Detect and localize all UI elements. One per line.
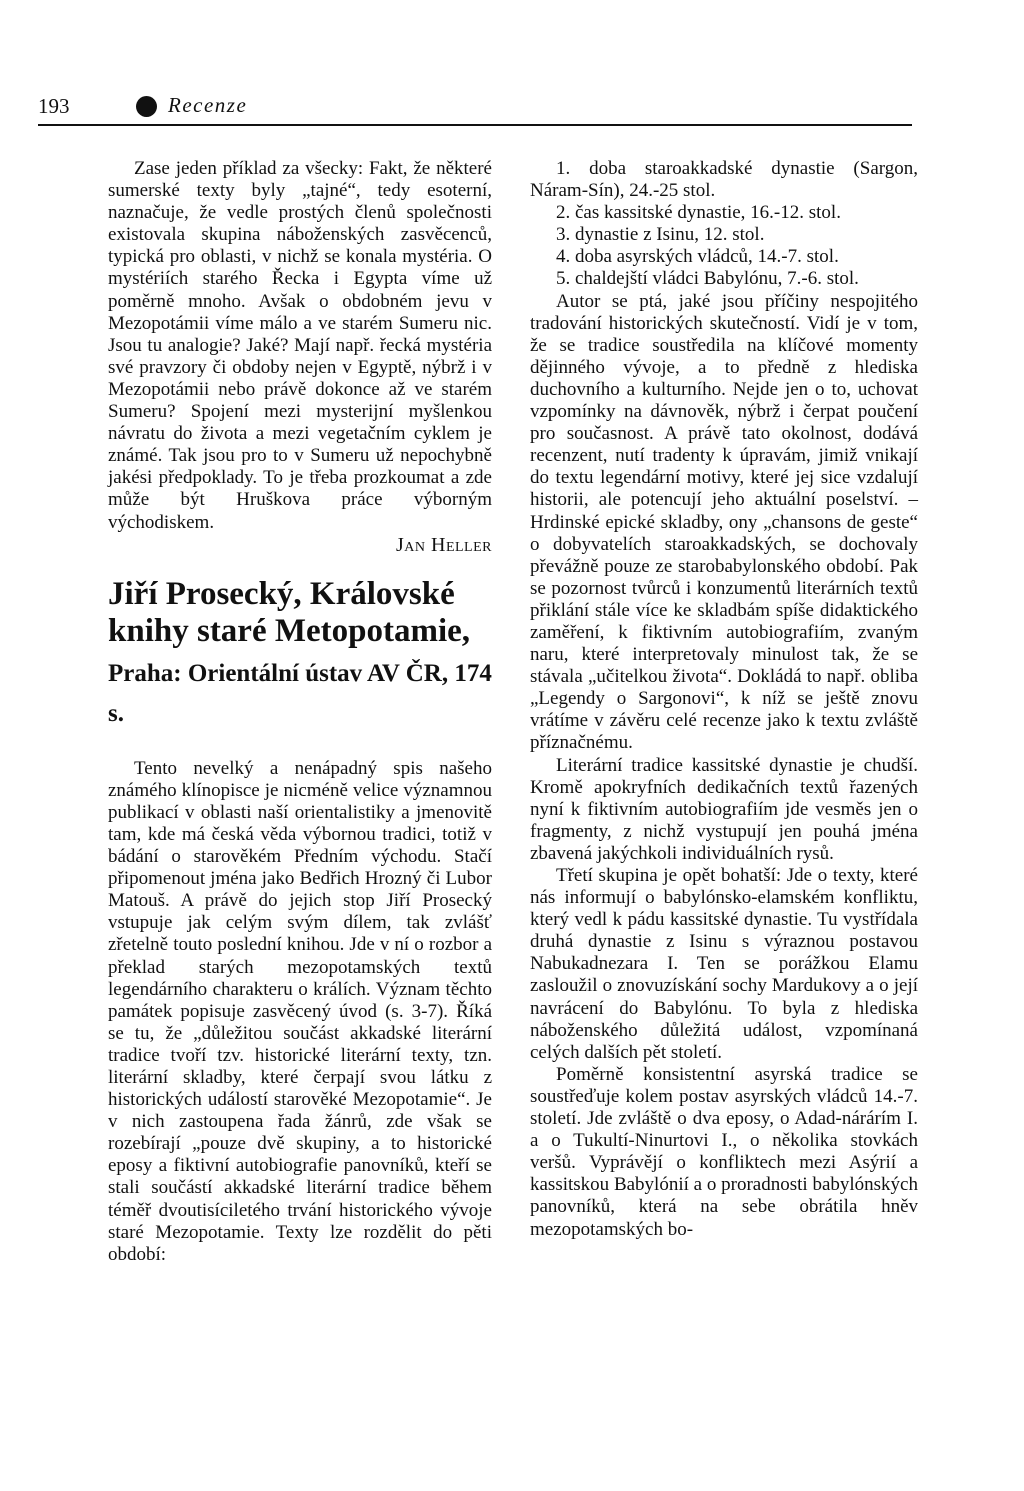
page-number: 193 bbox=[38, 94, 70, 118]
review-title: Jiří Prosecký, Královské knihy staré Metopotamie, bbox=[108, 575, 471, 649]
section-name: Recenze bbox=[168, 93, 248, 117]
era-item: 3. dynastie z Isinu, 12. stol. bbox=[556, 224, 765, 246]
paragraph-third-group: Třetí skupina je opět bohatší: Jde o texty, které nás informují o babylónsko-elamském konfliktu, který vedl k pádu kassitské dynastie. Tu vystřídala druhá dynastie z Isinu s výraznou postavou Nabukadnezara I. Ten se porážkou Elamu zasloužil o znovuzískání sochy Mardukovy a o její navrácení do Babylónu. To byla z hlediska náboženského důležitá událost, vzpomínaná celých dalších pět století. bbox=[530, 865, 918, 1063]
paragraph-kassite: Literární tradice kassitské dynastie je chudší. Kromě apokryfních dedikačních textů řazených nyní k fiktivním autobiografiím jde vesměs jen o fragmenty, z nichž vystupují jen pouhá jména zbavená jakýchkoli individuálních rysů. bbox=[530, 754, 918, 864]
era-item: 2. čas kassitské dynastie, 16.-12. stol. bbox=[556, 202, 841, 224]
page-header bbox=[38, 90, 912, 126]
era-list bbox=[530, 158, 918, 291]
right-column bbox=[530, 158, 918, 1241]
author-signature: Jan Heller bbox=[396, 533, 492, 556]
bullet-dot-icon bbox=[136, 96, 157, 117]
era-item: 4. doba asyrských vládců, 14.-7. stol. bbox=[556, 246, 839, 268]
left-column bbox=[108, 158, 492, 1266]
era-item: 5. chaldejští vládci Babylónu, 7.-6. stol. bbox=[556, 268, 859, 290]
review-publisher: Praha: Orientální ústav AV ČR, 174 s. bbox=[108, 659, 492, 727]
header-rule bbox=[38, 124, 912, 126]
paragraph-assyrian: Poměrně konsistentní asyrská tradice se soustřeďuje kolem postav asyrských vládců 14.-7. století. Jde zvláště o dva eposy, o Adad-nárárím I. a o Tukultí-Ninurtovi I., o několika stovkách veršů. Vyprávějí o konfliktech mezi Asýrií a kassitskou Babylónií a o proradnosti babylónských panovníků, která na sebe obrátila hněv mezopotamských bo- bbox=[530, 1063, 918, 1240]
body-paragraph: Tento nevelký a nenápadný spis našeho známého klínopisce je nicméně velice významnou publikací v oblasti naší orientalistiky a jmenovitě tam, kde má česká věda výbornou tradici, totiž v bádání o starověkém Předním východu. Stačí připomenout jména jako Bedřich Hrozný či Lubor Matouš. A právě do jejich stop Jiří Prosecký vstupuje jak celým svým dílem, tak zvlášť zřetelně touto poslední knihou. Jde v ní o rozbor a překlad starých mezopotamských textů legendárního charakteru o králích. Význam těchto památek popisuje zasvěcený úvod (s. 3-7). Říká se tu, že „důležitou součást akkadské literární tradice tvoří tzv. historické literární texty, tzn. literární skladby, které čerpají svou látku z historických událostí starověké Mezopotamie“. Je v nich zastoupena řada žánrů, zde však se rozebírají „pouze dvě skupiny, a to historické eposy a fiktivní autobiografie panovníků, kteří se stali součástí akkadské literární tradice během téměř dvoutisíciletého trvání historického vývoje staré Mezopotamie. Texty lze rozdělit do pěti období: bbox=[108, 757, 492, 1265]
paragraph-causes: Autor se ptá, jaké jsou příčiny nespojitého tradování historických skutečností. Vidí je v tom, že se tradice soustředila na klíčové momenty dějinného vývoje, a to předně z hlediska duchovního a kulturního. Nejde jen o to, uchovat vzpomínky na dávnověk, nýbrž i čerpat poučení pro současnost. A právě tato okolnost, dodává recenzent, nutí tradenty k úpravám, jimiž vnikají do textu legendární motivy, které jej sice vzdalují historii, ale potencují jeho aktuální poselství. – Hrdinské epické skladby, ony „chansons de geste“ o dobyvatelích staroakkadských, se dochovaly převážně pouze ze starobabylonského období. Pak se pozornost tvůrců i konzumentů literárních textů přiklání stále více ke skladbám spíše didaktického zaměření, k fiktivním autobiografiím, zvaným naru, které interpretovaly minulost tak, že se stávala „učitelkou života“. Dokládá to např. obliba „Legendy o Sargonovi“, k níž se ještě znovu vrátíme v závěru celé recenze jako k textu zvláště příznačnému. bbox=[530, 290, 918, 754]
era-item: 1. doba staroakkadské dynastie (Sargon, Náram-Sín), 24.-25 stol. bbox=[530, 158, 918, 202]
intro-paragraph: Zase jeden příklad za všecky: Fakt, že některé sumerské texty byly „tajné“, tedy esoterní, naznačuje, že vedle prostých členů společnosti existovala skupina náboženských zasvěcenců, typická pro oblasti, v nichž se konala mystéria. O mystériích starého Řecka i Egypta víme už poměrně mnoho. Avšak o obdobném jevu v Mezopotámii víme málo a ve starém Sumeru nic. Jsou tu analogie? Jaké? Mají např. řecká mystéria své pravzory či obdoby nejen v Egyptě, nýbrž i v Mezopotámii nebo právě dokonce až ve starém Sumeru? Spojení mezi mysterijní myšlenkou návratu do života a mezi vegetačním cyklem je známé. Tak jsou pro to v Sumeru už nepochybně jakési předpoklady. To je třeba prozkoumat a zde může být Hruškova práce výborným východiskem. bbox=[108, 158, 492, 533]
